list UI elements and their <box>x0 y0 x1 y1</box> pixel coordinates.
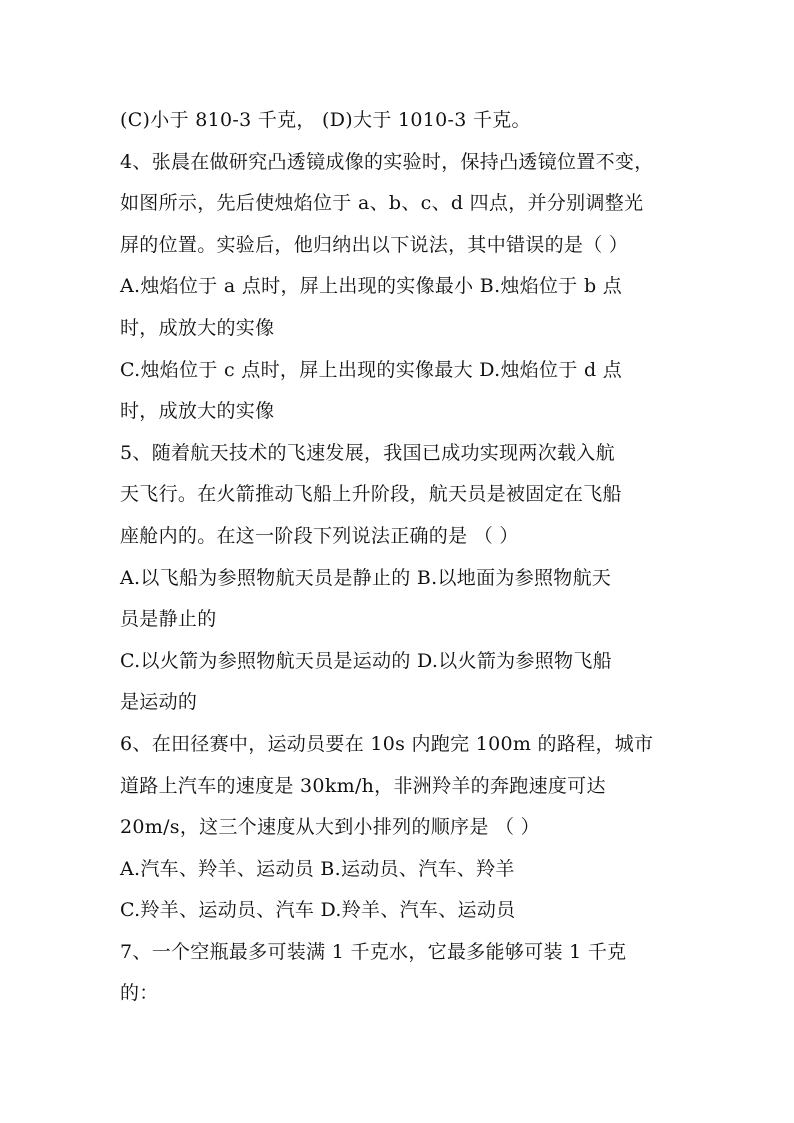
text-line-question-4: 4、张晨在做研究凸透镜成像的实验时，保持凸透镜位置不变， <box>120 150 654 173</box>
text-line-question-6: 6、在田径赛中，运动员要在 10s 内跑完 100m 的路程，城市 <box>120 732 654 755</box>
text-line: 座舱内的。在这一阶段下列说法正确的是 （ ） <box>120 524 519 547</box>
text-line-option-a-b: A.以飞船为参照物航天员是静止的 B.以地面为参照物航天 <box>120 566 612 589</box>
text-line: 20m/s，这三个速度从大到小排列的顺序是 （ ） <box>120 816 540 839</box>
text-line-option-c-d: C.羚羊、运动员、汽车 D.羚羊、汽车、运动员 <box>120 899 516 922</box>
text-line: 员是静止的 <box>120 608 217 631</box>
text-line-question-5: 5、随着航天技术的飞速发展，我国已成功实现两次载入航 <box>120 441 615 464</box>
text-line-option-a-b: A.烛焰位于 a 点时，屏上出现的实像最小 B.烛焰位于 b 点 <box>120 275 623 298</box>
text-line: 时，成放大的实像 <box>120 400 275 423</box>
text-line-option-c-d: C.烛焰位于 c 点时，屏上出现的实像最大 D.烛焰位于 d 点 <box>120 358 623 381</box>
text-line: 天飞行。在火箭推动飞船上升阶段，航天员是被固定在飞船 <box>120 483 622 506</box>
text-line: 是运动的 <box>120 691 198 714</box>
text-line-option-a-b: A.汽车、羚羊、运动员 B.运动员、汽车、羚羊 <box>120 857 515 880</box>
text-line: 如图所示，先后使烛焰位于 a、b、c、d 四点，并分别调整光 <box>120 192 644 215</box>
text-line-question-7: 7、一个空瓶最多可装满 1 千克水，它最多能够可装 1 千克 <box>120 940 627 963</box>
text-line: 屏的位置。实验后，他归纳出以下说法，其中错误的是（ ） <box>120 233 629 256</box>
text-line: 时，成放大的实像 <box>120 316 275 339</box>
text-line-option-c-d: C.以火箭为参照物航天员是运动的 D.以火箭为参照物飞船 <box>120 649 612 672</box>
text-line: 的： <box>120 982 159 1005</box>
text-line-option-c-d: (C)小于 810-3 千克， (D)大于 1010-3 千克。 <box>120 109 531 131</box>
text-line: 道路上汽车的速度是 30km/h，非洲羚羊的奔跑速度可达 <box>120 774 606 797</box>
